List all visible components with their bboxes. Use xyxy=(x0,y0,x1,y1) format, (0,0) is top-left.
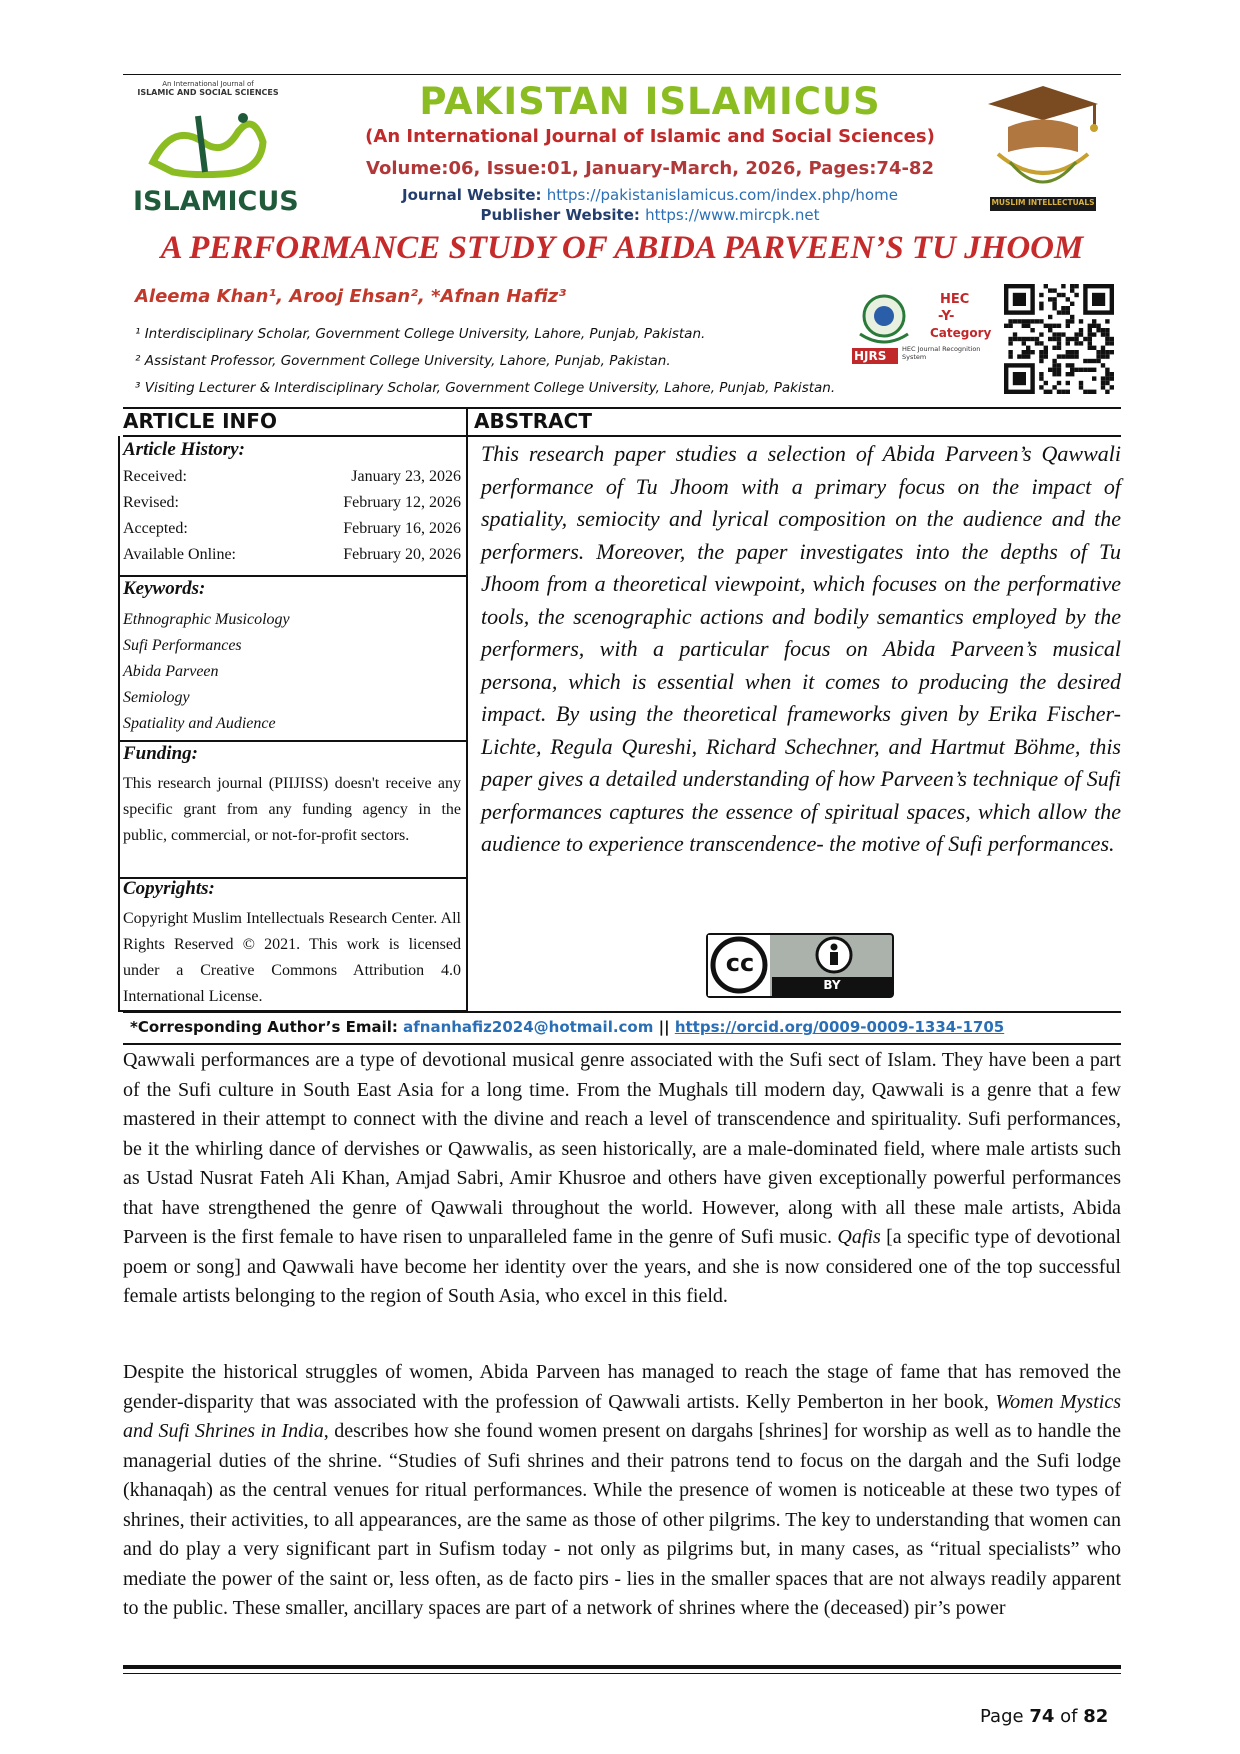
hec-label: HEC xyxy=(940,292,970,307)
affiliation-1: ¹ Interdisciplinary Scholar, Government College University, Lahore, Punjab, Pakistan. xyxy=(135,326,706,342)
authors: Aleema Khan¹, Arooj Ehsan², *Afnan Hafiz³ xyxy=(135,286,567,307)
history-label: Available Online: xyxy=(123,546,236,563)
history-date: February 12, 2026 xyxy=(343,494,461,511)
history-row xyxy=(123,494,461,520)
article-title: A PERFORMANCE STUDY OF ABIDA PARVEEN’S TU JHOOM xyxy=(160,230,1084,266)
qr-code[interactable] xyxy=(1004,284,1114,394)
history-date: February 20, 2026 xyxy=(343,546,461,563)
affiliation-2: ² Assistant Professor, Government College University, Lahore, Punjab, Pakistan. xyxy=(135,353,671,369)
hjrs-subtext: HEC Journal Recognition System xyxy=(902,345,981,361)
info-left-border xyxy=(118,436,120,1011)
history-label: Accepted: xyxy=(123,520,188,537)
body-paragraph-1 xyxy=(123,1046,1121,1312)
hec-category-badge xyxy=(852,288,997,372)
keyword-item: Sufi Performances xyxy=(123,637,242,654)
history-label: Received: xyxy=(123,468,187,485)
journal-site-label: Journal Website: xyxy=(402,186,542,204)
page-number xyxy=(980,1706,1108,1727)
keyword-item: Abida Parveen xyxy=(123,663,219,680)
history-label: Revised: xyxy=(123,494,179,511)
history-date: January 23, 2026 xyxy=(351,468,461,485)
body-paragraph-2 xyxy=(123,1358,1121,1624)
article-info-heading: ARTICLE INFO xyxy=(123,409,277,433)
of-word: of xyxy=(1060,1706,1078,1727)
paragraph-text: [a specific type of devotional poem or song] and Qawwali have become her identity over the years, and she is now considered one of the top successful female artists belonging to the region of South Asia, who excel in this field. xyxy=(123,1226,1121,1307)
journal-logo-left xyxy=(123,80,299,220)
copyright-text: Copyright Muslim Intellectuals Research Center. All Rights Reserved © 2021. This work is licensed under a Creative Commons Attribution 4.0 International License. xyxy=(123,910,461,1005)
journal-name: PAKISTAN ISLAMICUS xyxy=(419,80,881,123)
keyword-list xyxy=(123,607,290,737)
cc-by-label: BY xyxy=(823,978,841,992)
column-divider xyxy=(466,409,468,1011)
qr-code-icon xyxy=(1004,284,1114,394)
paragraph-text: Despite the historical struggles of women, Abida Parveen has managed to reach the stage of fame that has removed the gender-disparity that was associated with the profession of Qawwali artists. Kelly Pemberton in her book, xyxy=(123,1361,1121,1413)
correspondence-bottom-rule xyxy=(123,1043,1121,1045)
keyword-item: Spatiality and Audience xyxy=(123,715,276,732)
article-history-list xyxy=(123,468,461,572)
volume-line: Volume:06, Issue:01, January-March, 2026, Pages:74-82 xyxy=(366,158,934,179)
hec-category-letter: -Y- xyxy=(938,309,955,324)
book-title: Women Mystics and Sufi Shrines in India xyxy=(123,1390,1121,1442)
footer-rule-thick xyxy=(123,1665,1121,1669)
total-pages: 82 xyxy=(1083,1706,1109,1727)
abstract-heading: ABSTRACT xyxy=(474,409,592,433)
logo-left-word: ISLAMICUS xyxy=(133,186,299,217)
keyword-item: Ethnographic Musicology xyxy=(123,611,290,628)
publisher-site-link[interactable]: https://www.mircpk.net xyxy=(645,206,820,224)
info-head-rule xyxy=(123,435,1121,437)
logo-left-small-text: An International Journal of xyxy=(162,80,254,88)
author-email-link[interactable]: afnanhafiz2024@hotmail.com xyxy=(403,1018,654,1036)
keyword-item: Semiology xyxy=(123,689,190,706)
journal-website xyxy=(320,186,980,204)
creative-commons-badge[interactable]: cc BY xyxy=(706,933,894,998)
publisher-website xyxy=(320,206,980,224)
funding-text: This research journal (PIIJISS) doesn't receive any specific grant from any funding agency in the public, commercial, or not-for-profit sectors. xyxy=(123,775,461,844)
history-row xyxy=(123,520,461,546)
logo-right-label: MUSLIM INTELLECTUALS xyxy=(991,198,1095,207)
separator: || xyxy=(658,1018,670,1036)
history-date: February 16, 2026 xyxy=(343,520,461,537)
calligraphy-icon xyxy=(143,102,273,188)
top-rule xyxy=(123,74,1121,75)
page-word: Page xyxy=(980,1706,1024,1727)
funding-label: Funding: xyxy=(123,743,198,764)
hjrs-tag: HJRS xyxy=(854,349,887,363)
article-history-label: Article History: xyxy=(123,439,245,460)
history-row xyxy=(123,546,461,572)
paragraph-text: , describes how she found women present on dargahs [shrines] for worship as well as to handle the managerial duties of the shrine. “Studies of Sufi shrines and their patrons tend to focus on the dargah and the Sufi lodge (khanaqah) as the central venues for ritual performances. While the presence of women is noticeable at these two types of shrines, their activities, to all appearances, are the same as those of other pilgrims. The key to understanding that women can and do play a very significant part in Sufism today - not only as pilgrims but, in many cases, as “ritual specialists” who mediate the power of the saint or, less often, as de facto pirs - lies in the smaller spaces that are not always readily apparent to the public. These smaller, ancillary spaces are part of a network of shrines where the (deceased) pir’s power xyxy=(123,1420,1121,1619)
italic-term: Qafis xyxy=(837,1226,881,1248)
abstract-text: This research paper studies a selection of Abida Parveen’s Qawwali performance of Tu Jhoom with a primary focus on the impact of spatiality, semiocity and lyrical composition on the audience and the performers. Moreover, the paper investigates into the depths of Tu Jhoom from a theoretical viewpoint, which focuses on the performative tools, the scenographic actions and bodily semantics employed by the performers, with a particular focus on Abida Parveen’s musical persona, which is essential when it comes to producing the desired impact. By using the theoretical frameworks given by Erika Fischer-Lichte, Regula Qureshi, Richard Schechner, and Hartmut Böhme, this paper gives a detailed understanding of how Parveen’s technique of Sufi performances captures the essence of spiritual spaces, which allow the audience to experience transcendence- the motive of Sufi performances. xyxy=(481,441,1121,856)
history-row xyxy=(123,468,461,494)
affiliation-3: ³ Visiting Lecturer & Interdisciplinary Scholar, Government College University, Lahore, Punjab, Pakistan. xyxy=(135,380,836,396)
corresponding-author-line xyxy=(130,1018,1004,1036)
paragraph-text: Qawwali performances are a type of devotional musical genre associated with the Sufi sect of Islam. They have been a part of the Sufi culture in South East Asia for a long time. From the Mughals till modern day, Qawwali is a genre that a few mastered in their attempt to connect with the divine and reach a level of transcendence and spirituality. Sufi performances, be it the whirling dance of dervishes or Qawwalis, as seen historically, are a male-dominated field, where male artists such as Ustad Nusrat Fateh Ali Khan, Amjad Sabri, Amir Khusroe and others have given exceptionally powerful performances that have strengthened the genre of Qawwali throughout the world. However, along with all these male artists, Abida Parveen is the first female to have risen to unparalleled fame in the genre of Sufi music. xyxy=(123,1049,1121,1248)
current-page: 74 xyxy=(1029,1706,1055,1727)
orcid-link[interactable]: https://orcid.org/0009-0009-1334-1705 xyxy=(674,1018,1005,1036)
keywords-divider xyxy=(118,740,468,742)
keywords-label: Keywords: xyxy=(123,578,206,599)
corresponding-author-label: *Corresponding Author’s Email: xyxy=(130,1018,398,1036)
journal-site-link[interactable]: https://pakistanislamicus.com/index.php/home xyxy=(546,186,898,204)
footer-rule-thin xyxy=(123,1673,1121,1674)
history-divider xyxy=(118,575,468,577)
logo-left-big-text: ISLAMIC AND SOCIAL SCIENCES xyxy=(137,88,279,97)
publisher-site-label: Publisher Website: xyxy=(480,206,640,224)
hec-category-word: Category xyxy=(930,326,992,340)
copyrights-label: Copyrights: xyxy=(123,878,215,899)
publisher-logo-right xyxy=(968,82,1118,222)
journal-subtitle: (An International Journal of Islamic and Social Sciences) xyxy=(365,126,935,147)
correspondence-top-rule xyxy=(123,1011,1121,1013)
